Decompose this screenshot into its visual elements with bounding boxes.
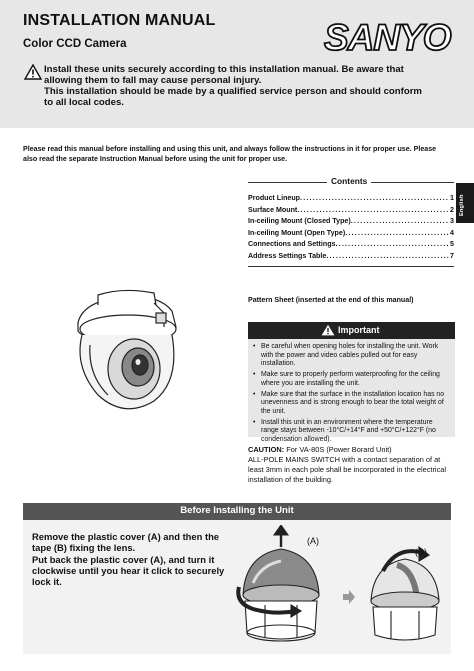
toc-item[interactable]: Address Settings Table ..... 7 — [248, 251, 454, 263]
warning-line: Install these units securely according to this installation manual. Be aware that allowing them to fall may cause personal injury. — [44, 64, 404, 86]
important-item: • Install this unit in an environment where the temperature range stays between -10°C/+14°F and +50°C/+122°F (no condensation allowed). — [253, 419, 451, 445]
important-item: • Make sure to properly perform waterproofing for the ceiling where you are installing the unit. — [253, 371, 451, 388]
toc-item[interactable]: Product Lineup ..... 1 — [248, 193, 454, 205]
warning-icon — [24, 64, 42, 80]
toc-item[interactable]: Connections and Settings ..... 5 — [248, 239, 454, 251]
before-installing-heading: Before Installing the Unit — [180, 505, 294, 516]
caution-text: ALL-POLE MAINS SWITCH with a contact separation of at least 3mm in each pole shall be incorporated in the electrical installation of the building. — [248, 454, 447, 484]
important-box — [248, 322, 455, 443]
toc-divider — [248, 266, 454, 267]
intro-paragraph: Please read this manual before installing and using this unit, and always follow the instructions in it for proper use. Please also read the separate Instruction Manual before using the unit for proper use. — [23, 145, 437, 163]
warning-line: This installation should be made by a qualified service person and should conform to all local codes. — [44, 86, 422, 108]
toc-item[interactable]: In-ceiling Mount (Closed Type) ..... 3 — [248, 216, 454, 228]
contents-header — [248, 176, 454, 188]
caution-model: For VA-80S (Power Borard Unit) — [286, 445, 392, 454]
important-item: • Make sure that the surface in the installation location has no unevenness and is strong enough to bear the total weight of the unit. — [253, 391, 451, 417]
step-text: Put back the plastic cover (A), and turn it clockwise until you hear it click to securely lock it. — [32, 553, 225, 588]
step-text: Remove the plastic cover (A) and then the tape (B) fixing the lens. — [32, 531, 220, 554]
label-b: (B) — [415, 547, 427, 557]
important-header — [248, 322, 455, 339]
manual-title: INSTALLATION MANUAL — [23, 12, 216, 29]
pattern-sheet-note: Pattern Sheet (inserted at the end of this manual) — [248, 296, 414, 304]
contents-heading: Contents — [327, 176, 371, 186]
manual-subtitle: Color CCD Camera — [23, 38, 127, 50]
important-item: • Be careful when opening holes for installing the unit. Work with the power and video cables pulled out for easy installation. — [253, 343, 451, 369]
before-installing-steps — [32, 531, 232, 587]
brand-wordmark: SANYO — [324, 17, 451, 58]
dome-camera-illustration — [68, 283, 186, 421]
toc-item[interactable]: Surface Mount ..... 2 — [248, 205, 454, 217]
before-installing-bar — [23, 503, 451, 520]
tape-removal-illustration — [343, 535, 451, 647]
sanyo-logo — [322, 16, 454, 58]
toc-list — [248, 193, 454, 263]
contents-section — [248, 176, 454, 267]
language-tab — [456, 183, 474, 223]
warning-icon — [321, 324, 335, 336]
safety-warning — [44, 64, 424, 108]
important-list — [253, 343, 451, 447]
caution-label: CAUTION: — [248, 445, 285, 454]
important-heading: Important — [338, 325, 380, 335]
language-tab-label: English — [459, 194, 465, 216]
label-a: (A) — [307, 536, 319, 546]
toc-item[interactable]: In-ceiling Mount (Open Type) ..... 4 — [248, 228, 454, 240]
caution-note — [248, 445, 455, 485]
